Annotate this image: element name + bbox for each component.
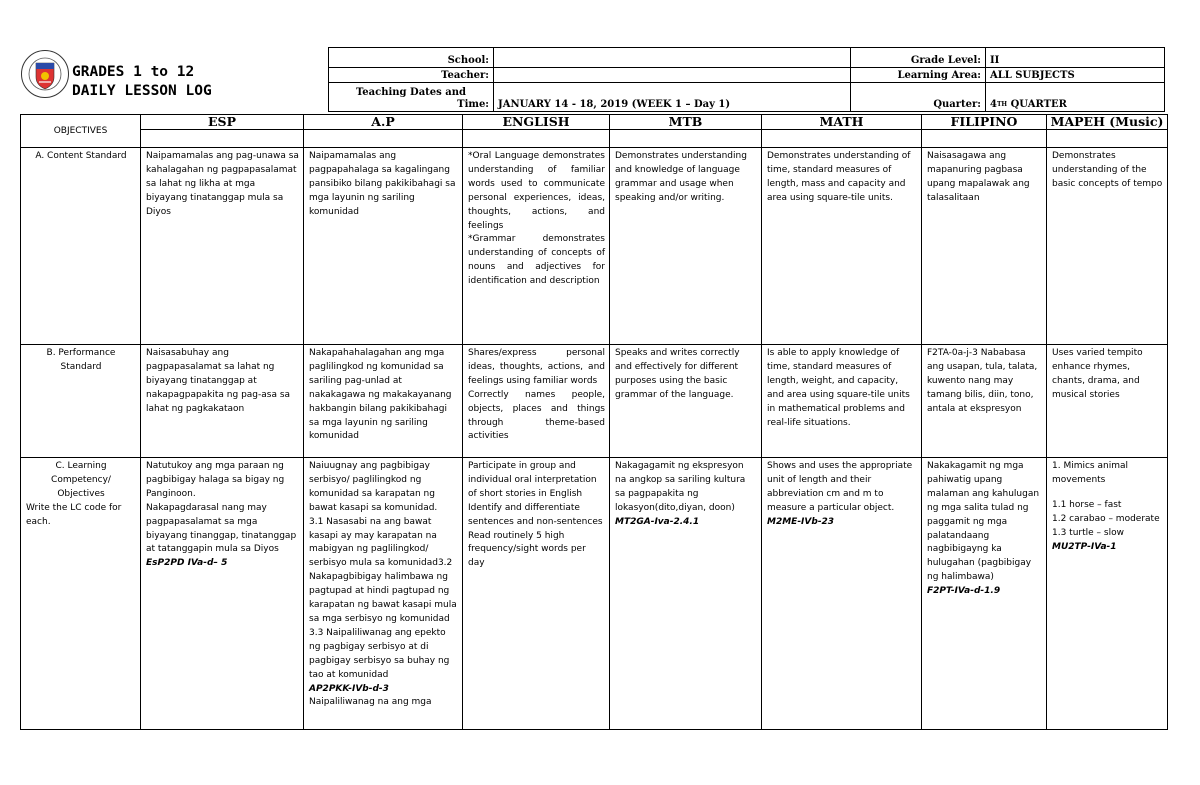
content-standard-filipino: Naisasagawa ang mapanuring pagbasa upang mapalawak ang talasalitaan <box>922 148 1047 345</box>
quarter-value: 4TH QUARTER <box>986 83 1165 112</box>
competency-ap <box>304 458 463 730</box>
competency-mapeh-item-4: 1.3 turtle – slow <box>1052 527 1124 538</box>
col-header-mapeh: MAPEH (Music) <box>1047 115 1168 130</box>
competency-filipino-text: Nakakagamit ng mga pahiwatig upang malaman ang kahulugan ng mga salita tulad ng paggamit ng mga palatandaang nagbibigayng ka hulugahan (pagbibigay ng halimbawa) <box>927 461 1040 583</box>
col-header-english: ENGLISH <box>463 115 610 130</box>
col-header-ap: A.P <box>304 115 463 130</box>
competency-mapeh-item-2: 1.1 horse – fast <box>1052 499 1122 510</box>
competency-math-text: Shows and uses the appropriate unit of length and their abbreviation cm and m to measure a particular object. <box>767 461 913 513</box>
competency-filipino <box>922 458 1047 730</box>
blank-subheader-row <box>21 130 1168 148</box>
document-title <box>72 63 212 101</box>
grade-level-label: Grade Level: <box>851 48 986 68</box>
competency-ap-text: Naiuugnay ang pagbibigay serbisyo/ paglilingkod ng komunidad sa karapatan ng bawat kasapi sa komunidad. 3.1 Nasasabi na ang bawat kasapi ay may karapatan na mabigyan ng paglilingkod/ serbisyo mula sa komunidad3.2 Nakapagbibigay halimbawa ng pagtupad at hindi pagtupad ng karapatan ng bawat kasapi mula sa mga serbisyo ng komunidad 3.3 Naipaliliwanag ang epekto ng pagbigay serbisyo at di pagbigay serbisyo sa buhay ng tao at komunidad <box>309 461 457 680</box>
content-standard-esp: Naipamamalas ang pag-unawa sa kahalagahan ng pagpapasalamat sa lahat ng likha at mga biyayang tinatanggap mula sa Diyos <box>141 148 304 345</box>
header-branding <box>20 47 326 109</box>
competency-esp-text: Natutukoy ang mga paraan ng pagbibigay halaga sa bigay ng Panginoon. Nakapagdarasal nang may pagpapasalamat sa mga biyayang tinanggap, tinatanggap at tatanggapin mula sa Diyos <box>146 461 297 555</box>
content-standard-mtb: Demonstrates understanding and knowledge of language grammar and usage when speaking and/or writing. <box>610 148 762 345</box>
performance-standard-math: Is able to apply knowledge of time, standard measures of length, weight, and capacity, and area using square-tile units in mathematical problems and real-life situations. <box>762 345 922 458</box>
performance-standard-label-2: Standard <box>60 361 102 372</box>
performance-standard-mtb: Speaks and writes correctly and effectively for different purposes using the basic grammar of the language. <box>610 345 762 458</box>
teaching-dates-label-1: Teaching Dates and <box>355 87 467 98</box>
learning-competency-label-1: C. Learning <box>55 461 107 471</box>
competency-mtb-code: MT2GA-Iva-2.4.1 <box>615 516 700 527</box>
teaching-dates-label-2: Time: <box>457 99 489 110</box>
learning-competency-sublabel: Write the LC code for each. <box>26 502 122 527</box>
competency-math-code: M2ME-IVb-23 <box>767 516 835 527</box>
school-label: School: <box>329 48 494 68</box>
teacher-value <box>494 68 851 83</box>
performance-standard-english: Shares/express personal ideas, thoughts, actions, and feelings using familiar words Correctly names people, objects, places and things through theme-based activities <box>463 345 610 458</box>
learning-competency-label <box>21 458 141 730</box>
learning-competency-label-3: Objectives <box>57 488 105 499</box>
quarter-label: Quarter: <box>851 83 986 112</box>
learning-competency-label-2: Competency/ <box>51 474 111 485</box>
objectives-header: OBJECTIVES <box>21 115 141 148</box>
performance-standard-row <box>21 345 1168 458</box>
teacher-label: Teacher: <box>329 68 494 83</box>
competency-mapeh <box>1047 458 1168 730</box>
content-standard-english: *Oral Language demonstrates understanding of familiar words used to communicate personal experiences, ideas, thoughts, actions, and feelings *Grammar demonstrates understanding of concepts of nouns and adjectives for identification and description <box>463 148 610 345</box>
performance-standard-filipino: F2TA-0a-j-3 Nababasa ang usapan, tula, talata, kuwento nang may tamang bilis, diin, tono, antala at ekspresyon <box>922 345 1047 458</box>
competency-ap-code: AP2PKK-IVb-d-3 <box>309 683 389 694</box>
content-standard-ap: Naipamamalas ang pagpapahalaga sa kagalingang pansibiko bilang pakikibahagi sa mga layunin ng sariling komunidad <box>304 148 463 345</box>
competency-mtb <box>610 458 762 730</box>
lesson-log-table <box>20 114 1168 730</box>
content-standard-label: A. Content Standard <box>21 148 141 345</box>
competency-mapeh-item-3: 1.2 carabao – moderate <box>1052 513 1160 524</box>
competency-ap-tail: Naipaliliwanag na ang mga <box>309 697 432 708</box>
grade-level-value: II <box>986 48 1165 68</box>
competency-filipino-code: F2PT-IVa-d-1.9 <box>927 586 1001 597</box>
content-standard-mapeh: Demonstrates understanding of the basic concepts of tempo <box>1047 148 1168 345</box>
competency-esp <box>141 458 304 730</box>
performance-standard-mapeh: Uses varied tempito enhance rhymes, chants, drama, and musical stories <box>1047 345 1168 458</box>
competency-mtb-text: Nakagagamit ng ekspresyon na angkop sa sariling kultura sa pagpapakita ng lokasyon(dito,diyan, doon) <box>615 461 746 513</box>
performance-standard-label <box>21 345 141 458</box>
performance-standard-esp: Naisasabuhay ang pagpapasalamat sa lahat ng biyayang tinatanggap at nakapagpapakita ng pag-asa sa lahat ng pagkakataon <box>141 345 304 458</box>
learning-area-label: Learning Area: <box>851 68 986 83</box>
col-header-math: MATH <box>762 115 922 130</box>
competency-english: Participate in group and individual oral interpretation of short stories in English Identify and differentiate sentences and non-sentences Read routinely 5 high frequency/sight words per day <box>463 458 610 730</box>
content-standard-row <box>21 148 1168 345</box>
subject-header-row <box>21 115 1168 130</box>
school-value <box>494 48 851 68</box>
content-standard-math: Demonstrates understanding of time, standard measures of length, mass and capacity and area using square-tile units. <box>762 148 922 345</box>
col-header-mtb: MTB <box>610 115 762 130</box>
col-header-filipino: FILIPINO <box>922 115 1047 130</box>
learning-competency-row <box>21 458 1168 730</box>
performance-standard-ap: Nakapahahalagahan ang mga paglilingkod ng komunidad sa sariling pag-unlad at nakakagawa ng makakayanang hakbangin bilang pakikibahagi sa mga layunin ng sariling komunidad <box>304 345 463 458</box>
competency-mapeh-code: MU2TP-IVa-1 <box>1052 541 1117 552</box>
competency-esp-code: EsP2PD IVa-d– 5 <box>146 558 228 569</box>
performance-standard-label-1: B. Performance <box>46 348 116 358</box>
learning-area-value: ALL SUBJECTS <box>986 68 1165 83</box>
title-line-1: GRADES 1 to 12 <box>72 64 195 80</box>
teaching-dates-value: JANUARY 14 - 18, 2019 (WEEK 1 – Day 1) <box>494 83 851 112</box>
title-line-2: DAILY LESSON LOG <box>72 83 212 99</box>
deped-seal-icon <box>20 49 70 99</box>
teaching-dates-label <box>329 83 494 112</box>
competency-mapeh-item-1: 1. Mimics animal movements <box>1052 461 1128 485</box>
header-info-table <box>328 47 1165 112</box>
competency-math <box>762 458 922 730</box>
col-header-esp: ESP <box>141 115 304 130</box>
